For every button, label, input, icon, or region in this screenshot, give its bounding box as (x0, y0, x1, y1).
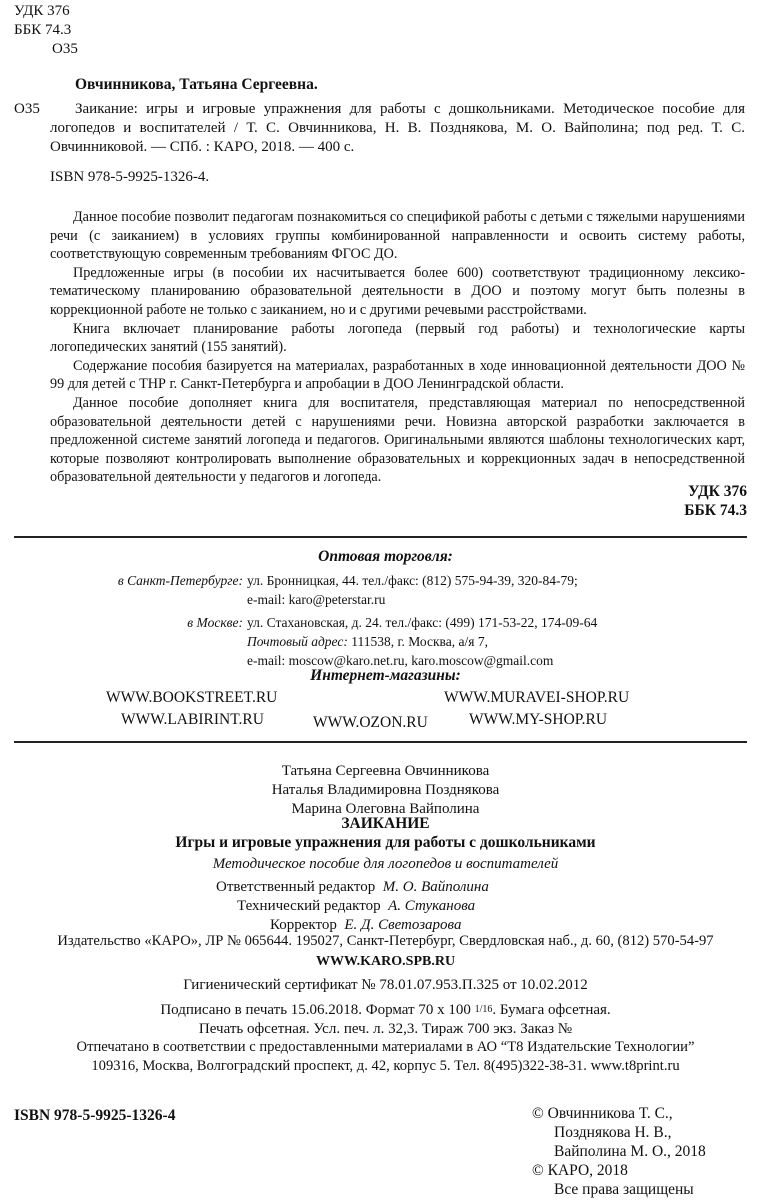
msk-post-label: Почтовый адрес: (247, 634, 348, 649)
shop-link-labirint[interactable]: WWW.LABIRINT.RU (121, 711, 264, 728)
format-fraction: 1/16 (474, 1004, 493, 1015)
msk-address: ул. Стахановская, д. 24. тел./факс: (499) 171-53-22, 174-09-64 (247, 615, 598, 630)
isbn-bottom: ISBN 978-5-9925-1326-4 (14, 1107, 176, 1124)
bibliographic-description: Заикание: игры и игровые упражнения для работы с дошкольниками. Методическое пособие для логопедов и воспитателей / Т. С. Овчинникова, Н. В. Позднякова, М. О. Вайполина; под ред. Т. С. Овчинниковой. — СПб. : КАРО, 2018. — 400 с. (50, 101, 745, 155)
divider (14, 536, 747, 538)
shop-link-ozon[interactable]: WWW.OZON.RU (313, 714, 428, 731)
technical-editor-name: А. Стуканова (388, 898, 476, 914)
proofreader-label: Корректор (270, 917, 337, 933)
author-list (0, 762, 771, 819)
print-run: Печать офсетная. Усл. печ. л. 32,3. Тираж 700 экз. Заказ № (198, 1021, 573, 1037)
copyright-block (532, 1104, 706, 1199)
online-shops-title: Интернет-магазины: (310, 667, 461, 684)
book-subtitle: Методическое пособие для логопедов и воспитателей (212, 856, 559, 872)
bbk-code: ББК 74.3 (684, 502, 747, 519)
wholesale-addresses (0, 571, 771, 666)
signed-text: Подписано в печать 15.06.2018. Формат 70 x 100 (160, 1002, 471, 1018)
paper-type: . Бумага офсетная. (492, 1002, 611, 1018)
rights-reserved: Все права защищены (554, 1181, 694, 1198)
printer-line: Отпечатано в соответствии с предоставленными материалами в АО “T8 Издательские Технологии” (76, 1039, 695, 1055)
author-name: Марина Олеговна Вайполина (291, 801, 480, 817)
divider (14, 741, 747, 743)
author-name: Татьяна Сергеевна Овчинникова (281, 763, 490, 779)
annotation-paragraph: Данное пособие позволит педагогам познакомиться со спецификой работы с детьми с тяжелыми нарушениями речи (с заиканием) в условиях группы комбинированной направленности и освоить систему работы, соответствующую современным требованиям ФГОС ДО. (50, 209, 745, 263)
printer-address: 109316, Москва, Волгоградский проспект, д. 42, корпус 5. Тел. 8(495)322-38-31. www.t8print.ru (91, 1058, 680, 1074)
shop-link-myshop[interactable]: WWW.MY-SHOP.RU (469, 711, 608, 728)
responsible-editor-label: Ответственный редактор (216, 879, 376, 895)
isbn-record: ISBN 978-5-9925-1326-4. (50, 169, 210, 185)
spb-email: e-mail: karo@peterstar.ru (247, 592, 386, 607)
responsible-editor (216, 878, 489, 897)
signed-for-print (0, 1000, 771, 1020)
shop-link-muravei[interactable]: WWW.MURAVEI-SHOP.RU (444, 689, 630, 706)
annotation-paragraph: Книга включает планирование работы логопеда (первый год работы) и технологические карты логопедических занятий (155 занятий). (50, 320, 745, 356)
classification-codes (14, 2, 78, 59)
printer-info (0, 1038, 771, 1076)
spb-label: в Санкт-Петербурге: (117, 573, 243, 588)
book-title (0, 814, 771, 852)
spb-address: ул. Бронницкая, 44. тел./факс: (812) 575-94-39, 320-84-79; (247, 573, 578, 588)
book-title-sub: Игры и игровые упражнения для работы с дошкольниками (175, 834, 596, 851)
technical-editor-label: Технический редактор (237, 898, 381, 914)
proofreader-name: Е. Д. Светозарова (344, 917, 462, 933)
copyright-line: © КАРО, 2018 (532, 1162, 628, 1179)
annotation-paragraph: Предложенные игры (в пособии их насчитывается более 600) соответствуют традиционному лексико-тематическому планированию образовательной деятельности в ДОО и поэтому могут быть полезны в коррекционной работе не только с заиканием, но и с другими речевыми расстройствами. (50, 264, 745, 318)
publisher-info: Издательство «КАРО», ЛР № 065644. 195027, Санкт-Петербург, Свердловская наб., д. 60, (812) 570-54-97 (57, 933, 714, 949)
wholesale-title: Оптовая торговля: (318, 548, 453, 565)
publisher-site[interactable]: WWW.KARO.SPB.RU (315, 954, 456, 969)
annotation (50, 208, 745, 487)
msk-label: в Москве: (187, 615, 243, 630)
copyright-line: Позднякова Н. В., (554, 1124, 672, 1141)
bbk-code: ББК 74.3 (14, 22, 72, 38)
msk-email: e-mail: moscow@karo.net.ru, karo.moscow@gmail.com (247, 653, 554, 668)
classification-codes-bottom (684, 482, 747, 520)
annotation-paragraph: Данное пособие дополняет книга для воспитателя, представляющая материал по непосредственной образовательной деятельности детей с нарушениями речи. Новизна авторской разработки заключается в предложенной системе занятий логопеда и педагогов. Оригинальными являются шаблоны технологических карт, которые позволяют контролировать выполнение образовательных и коррекционных задач в непосредственной образовательной деятельности у педагогов и логопеда. (50, 394, 745, 486)
copyright-line: © Овчинникова Т. С., (532, 1105, 673, 1122)
responsible-editor-name: М. О. Вайполина (382, 879, 489, 895)
author-heading: Овчинникова, Татьяна Сергеевна. (75, 76, 318, 93)
print-details (0, 1000, 771, 1039)
udc-code: УДК 376 (14, 3, 70, 19)
annotation-paragraph: Содержание пособия базируется на материалах, разработанных в ходе инновационной деятельности ДОО № 99 для детей с ТНР г. Санкт-Петербурга и апробации в ДОО Ленинградской области. (50, 357, 745, 393)
udc-code: УДК 376 (688, 483, 747, 500)
editors-block (216, 878, 489, 935)
author-name: Наталья Владимировна Позднякова (271, 782, 500, 798)
author-mark-left: О35 (14, 101, 40, 117)
shop-link-bookstreet[interactable]: WWW.BOOKSTREET.RU (106, 689, 278, 706)
technical-editor (216, 897, 489, 916)
msk-post-value: 111538, г. Москва, а/я 7, (351, 634, 488, 649)
hygiene-certificate: Гигиенический сертификат № 78.01.07.953.П.325 от 10.02.2012 (183, 977, 588, 993)
book-title-main: ЗАИКАНИЕ (341, 815, 430, 832)
msk-post (247, 632, 488, 651)
copyright-line: Вайполина М. О., 2018 (554, 1143, 706, 1160)
author-mark: О35 (52, 41, 78, 57)
